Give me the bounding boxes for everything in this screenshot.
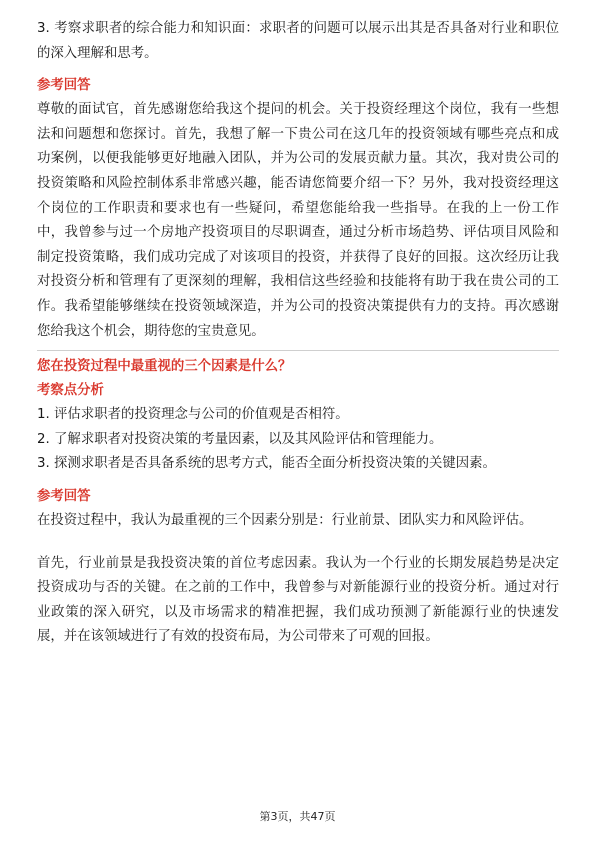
page-number: 第3页，共47页 (259, 810, 336, 823)
interview-question: 您在投资过程中最重视的三个因素是什么？ (37, 359, 292, 375)
analysis-point-1: 1. 评估求职者的投资理念与公司的价值观是否相符。 (37, 407, 349, 423)
analysis-point-3: 3. 探测求职者是否具备系统的思考方式，能否全面分析投资决策的关键因素。 (37, 456, 496, 472)
answer-intro: 在投资过程中，我认为最重视的三个因素分别是：行业前景、团队实力和风险评估。 (37, 512, 533, 528)
reference-answer-text: 尊敬的面试官，首先感谢您给我这个提问的机会。关于投资经理这个岗位，我有一些想法和问题想和您探讨。首先，我想了解一下贵公司在这几年的投资领域有哪些亮点和成功案例，以便我能够更好地融入团队，并为公司的发展贡献力量。其次，我对贵公司的投资策略和风险控制体系非常感兴趣，能否请您简要介绍一下？另外，我对投资经理这个岗位的工作职责和要求也有一些疑问，希望您能给我一些指导。在我的上一份工作中，我曾参与过一个房地产投资项目的尽职调查，通过分析市场趋势、评估项目风险和制定投资策略，我们成功完成了对该项目的投资，并获得了良好的回报。这次经历让我对投资分析和管理有了更深刻的理解，我相信这些经验和技能将有助于我在贵公司的工作。我希望能够继续在投资领域深造，并为公司的投资决策提供有力的支持。再次感谢您给我这个机会，期待您的宝贵意见。 (37, 102, 559, 339)
analysis-point-2: 2. 了解求职者对投资决策的考量因素，以及其风险评估和管理能力。 (37, 431, 443, 447)
analysis-point-3-prev: 3. 考察求职者的综合能力和知识面：求职者的问题可以展示出其是否具备对行业和职位的深入理解和思考。 (37, 21, 559, 61)
reference-answer-heading: 参考回答 (37, 78, 91, 94)
reference-answer-heading-2: 参考回答 (37, 488, 91, 504)
document-body (37, 17, 559, 650)
answer-paragraph: 首先，行业前景是我投资决策的首位考虑因素。我认为一个行业的长期发展趋势是决定投资成功与否的关键。在之前的工作中，我曾参与对新能源行业的投资分析。通过对行业政策的深入研究，以及市场需求的精准把握，我们成功预测了新能源行业的快速发展，并在该领域进行了有效的投资布局，为公司带来了可观的回报。 (37, 555, 559, 645)
analysis-heading: 考察点分析 (37, 383, 104, 399)
section-divider (37, 350, 559, 351)
